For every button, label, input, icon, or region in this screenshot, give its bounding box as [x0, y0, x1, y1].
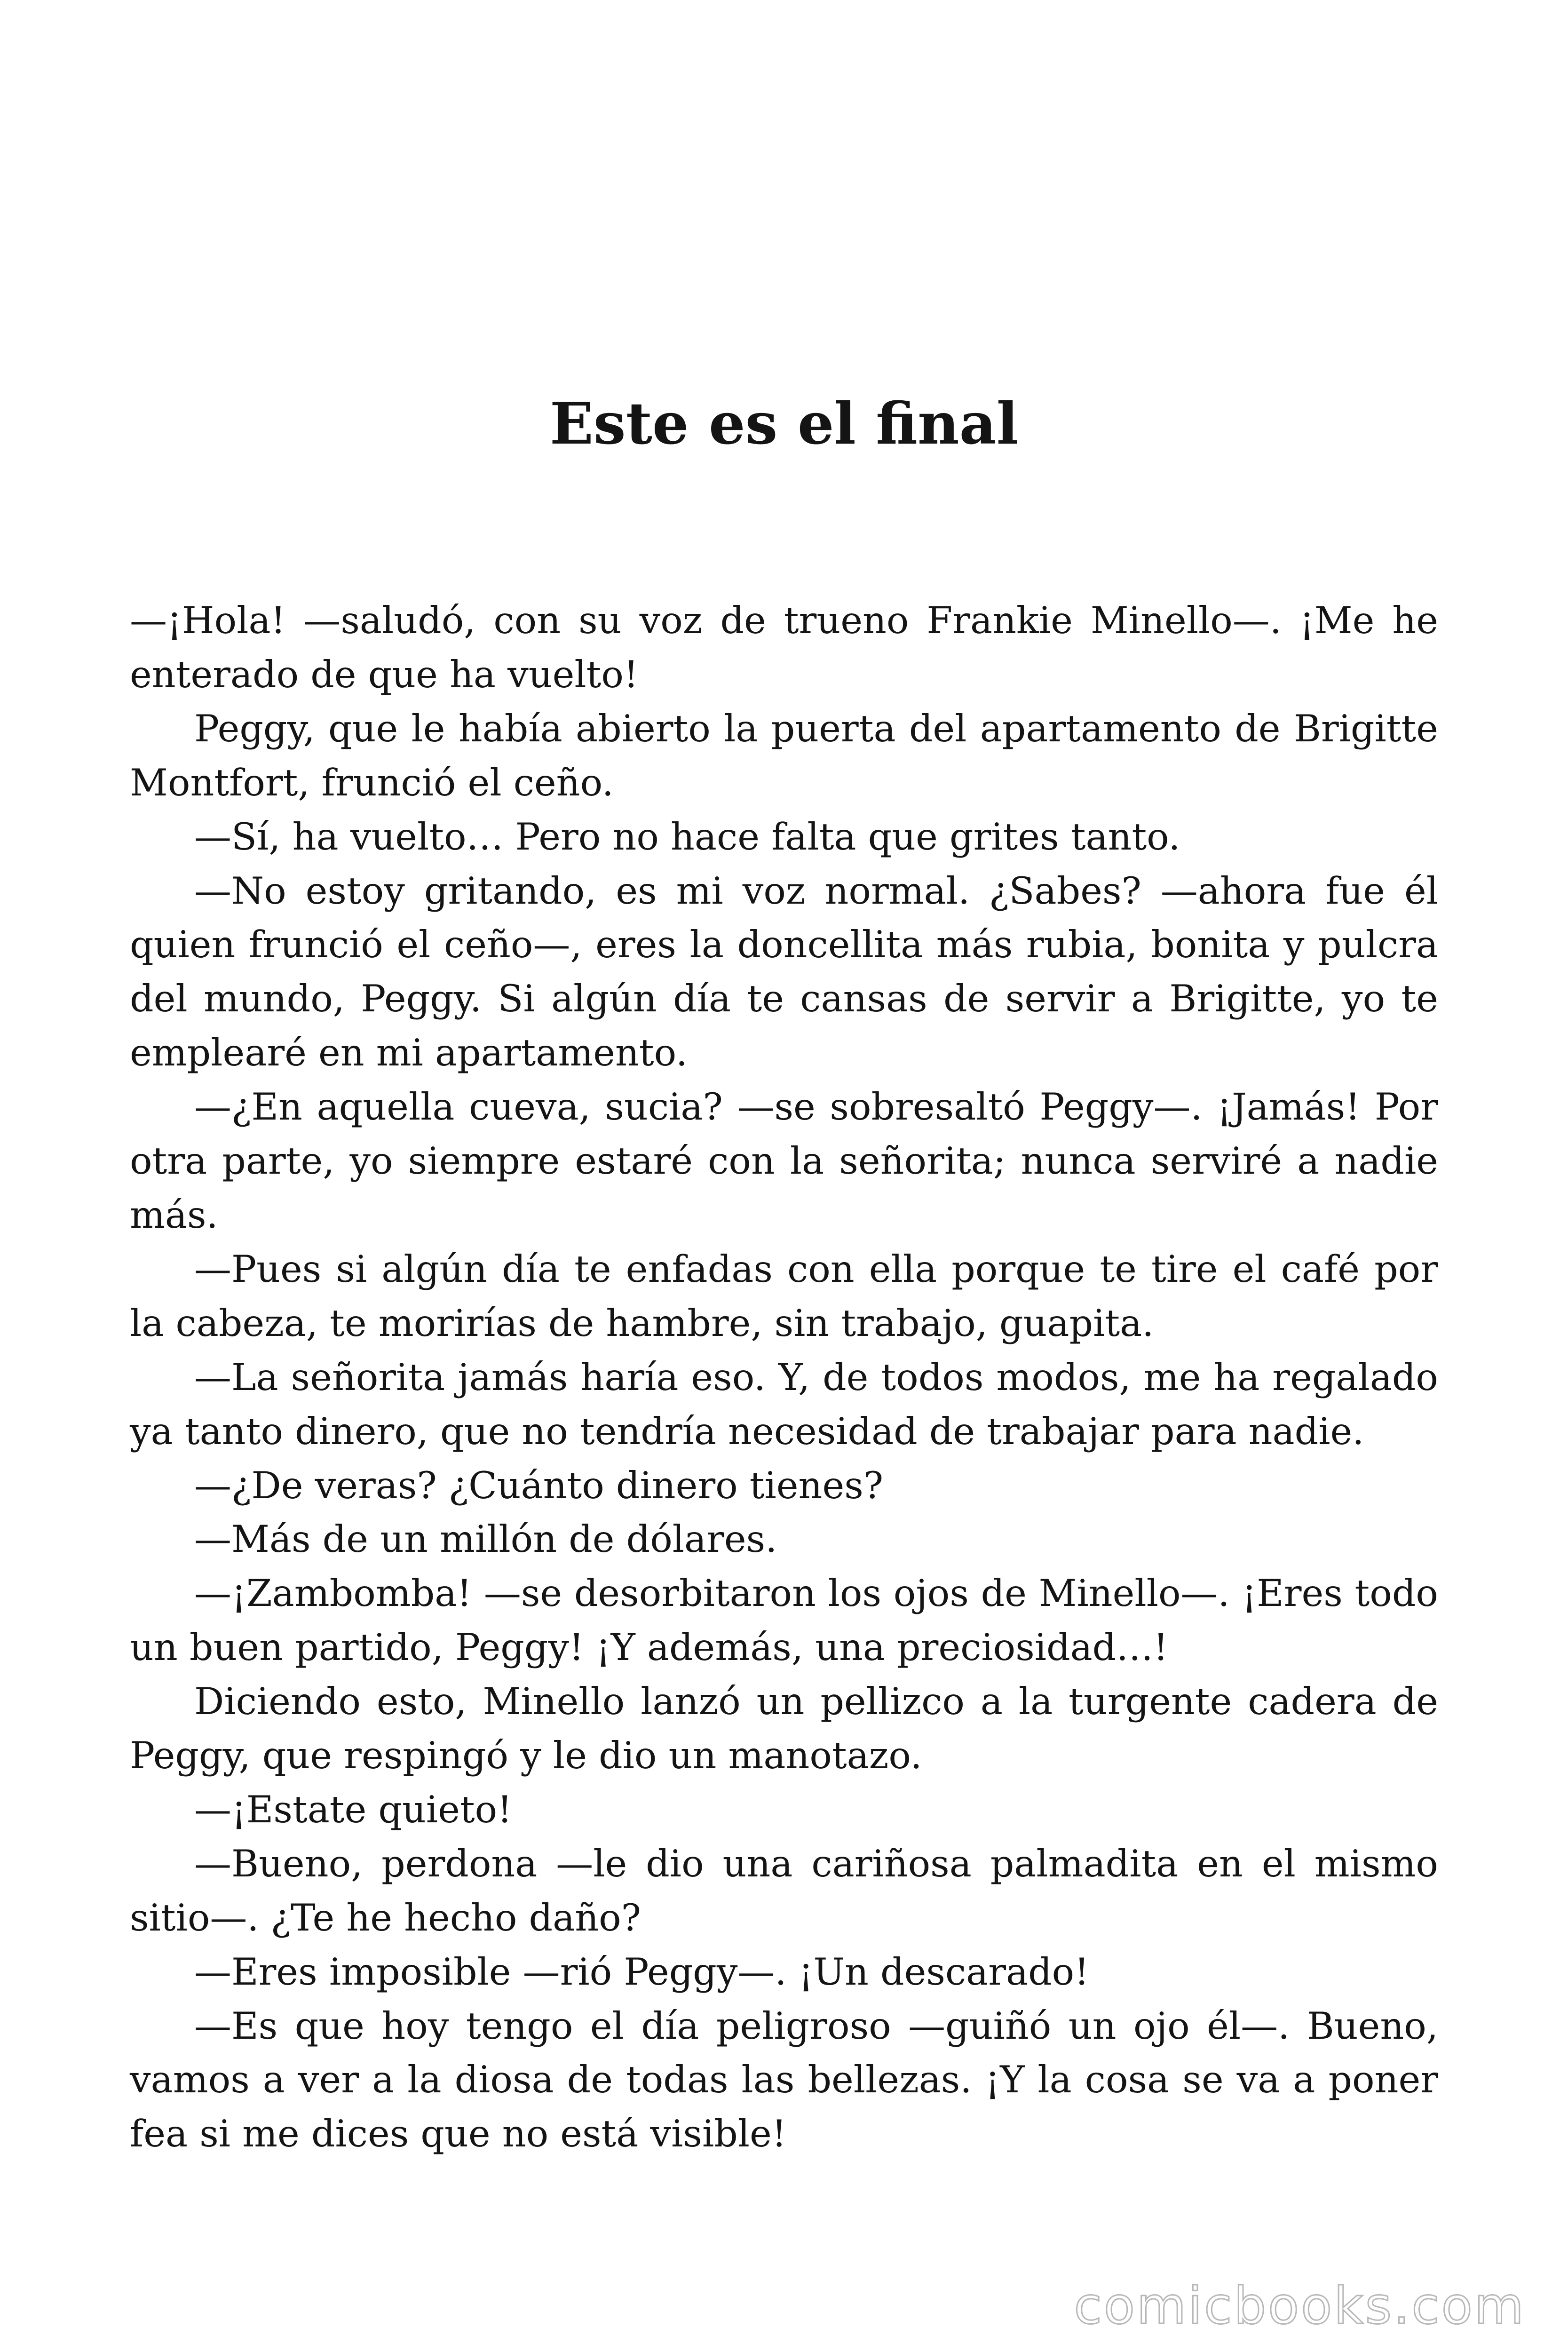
- paragraph: —Sí, ha vuelto… Pero no hace falta que grites tanto.: [194, 815, 1180, 858]
- paragraph: —La señorita jamás haría eso. Y, de todos modos, me ha regalado ya tanto dinero, que no tendría necesidad de trabajar para nadie.: [130, 1355, 1438, 1453]
- paragraph: Peggy, que le había abierto la puerta del apartamento de Brigitte Montfort, frunció el ceño.: [130, 707, 1438, 804]
- paragraph: Diciendo esto, Minello lanzó un pellizco a la turgente cadera de Peggy, que respingó y le dio un manotazo.: [130, 1680, 1438, 1778]
- paragraph: —Pues si algún día te enfadas con ella porque te tire el café por la cabeza, te morirías de hambre, sin trabajo, guapita.: [130, 1247, 1438, 1345]
- paragraph: —¡Zambomba! —se desorbitaron los ojos de Minello—. ¡Eres todo un buen partido, Peggy! ¡Y además, una preciosidad…!: [130, 1572, 1438, 1669]
- chapter-title: Este es el final: [549, 389, 1019, 457]
- chapter-body: [130, 594, 1438, 2161]
- paragraph: —No estoy gritando, es mi voz normal. ¿Sabes? —ahora fue él quien frunció el ceño—, eres la doncellita más rubia, bonita y pulcra del mundo, Peggy. Si algún día te cansas de servir a Brigitte, yo te emplearé en mi apartamento.: [130, 869, 1438, 1075]
- watermark-logo: comicbooks.com: [1074, 2277, 1526, 2336]
- paragraph: —¡Estate quieto!: [194, 1788, 512, 1831]
- paragraph: —Bueno, perdona —le dio una cariñosa palmadita en el mismo sitio—. ¿Te he hecho daño?: [130, 1842, 1438, 1939]
- paragraph: —Es que hoy tengo el día peligroso —guiñó un ojo él—. Bueno, vamos a ver a la diosa de todas las bellezas. ¡Y la cosa se va a poner fea si me dices que no está visible!: [130, 2004, 1438, 2156]
- paragraph: —¿De veras? ¿Cuánto dinero tienes?: [194, 1463, 884, 1507]
- paragraph: —¡Hola! —saludó, con su voz de trueno Frankie Minello—. ¡Me he enterado de que ha vuelto!: [130, 599, 1438, 696]
- paragraph: —Eres imposible —rió Peggy—. ¡Un descarado!: [194, 1950, 1089, 1994]
- paragraph: —Más de un millón de dólares.: [194, 1518, 777, 1561]
- paragraph: —¿En aquella cueva, sucia? —se sobresaltó Peggy—. ¡Jamás! Por otra parte, yo siempre estaré con la señorita; nunca serviré a nadie más.: [130, 1085, 1438, 1237]
